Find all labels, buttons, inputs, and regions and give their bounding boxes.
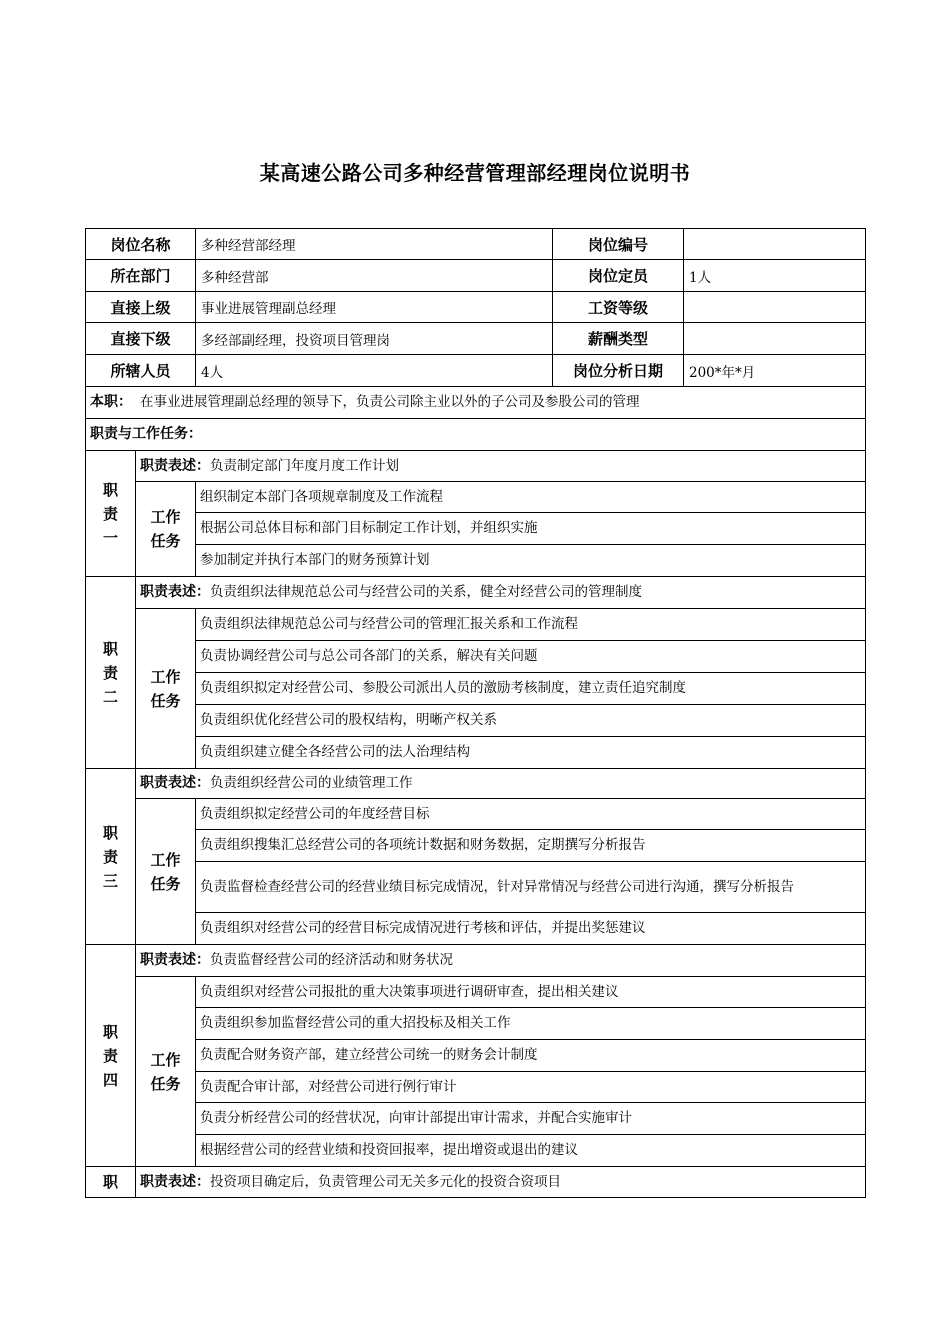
task-row bbox=[195, 1039, 866, 1072]
task-label-line: 工作 bbox=[150, 850, 181, 869]
field-label bbox=[552, 228, 684, 260]
field-label-text: 直接下级 bbox=[110, 330, 171, 348]
field-label-text: 薪酬类型 bbox=[587, 330, 648, 348]
task-label-line: 工作 bbox=[150, 1050, 181, 1069]
task-row bbox=[195, 1134, 866, 1167]
task-row bbox=[195, 704, 866, 737]
duty-name-char: 职 bbox=[102, 1173, 118, 1191]
task-text: 负责组织拟定对经营公司、参股公司派出人员的激励考核制度，建立责任追究制度 bbox=[200, 680, 686, 696]
field-value bbox=[195, 354, 553, 387]
task-label-line: 任务 bbox=[150, 691, 181, 710]
duty-name bbox=[85, 450, 136, 577]
task-text: 根据经营公司的经营业绩和投资回报率，提出增资或退出的建议 bbox=[200, 1142, 578, 1158]
field-value-text: 4人 bbox=[201, 364, 224, 381]
duty-name-char: 职 bbox=[102, 823, 118, 842]
task-text: 负责组织参加监督经营公司的重大招投标及相关工作 bbox=[200, 1015, 511, 1031]
task-text: 负责组织建立健全各经营公司的法人治理结构 bbox=[200, 744, 470, 760]
task-row bbox=[195, 1102, 866, 1135]
duty-name bbox=[85, 576, 136, 769]
task-row bbox=[195, 544, 866, 577]
field-value-text: 多种经营部 bbox=[201, 269, 269, 286]
task-text: 负责组织法律规范总公司与经营公司的管理汇报关系和工作流程 bbox=[200, 616, 578, 632]
field-label-text: 岗位定员 bbox=[587, 267, 648, 285]
field-value bbox=[195, 228, 553, 260]
task-text: 负责组织拟定经营公司的年度经营目标 bbox=[200, 805, 430, 822]
task-text: 负责分析经营公司的经营状况，向审计部提出审计需求，并配合实施审计 bbox=[200, 1110, 632, 1126]
statement-label: 职责表述： bbox=[140, 584, 210, 600]
task-row bbox=[195, 512, 866, 545]
field-label bbox=[85, 322, 196, 355]
field-value bbox=[683, 354, 866, 387]
task-text: 负责监督检查经营公司的经营业绩目标完成情况，针对异常情况与经营公司进行沟通，撰写分析报告 bbox=[200, 878, 794, 895]
task-label-line: 任务 bbox=[150, 532, 181, 550]
duty-name-char: 责 bbox=[102, 663, 118, 682]
field-label-text: 直接上级 bbox=[110, 298, 171, 317]
duty-row bbox=[85, 386, 866, 419]
field-label-text: 所在部门 bbox=[110, 267, 171, 285]
task-label-line: 工作 bbox=[150, 667, 181, 686]
duty-name bbox=[85, 1166, 136, 1198]
duty-name-char: 责 bbox=[102, 1046, 118, 1065]
task-label bbox=[135, 608, 196, 769]
task-row bbox=[195, 608, 866, 641]
field-label bbox=[552, 291, 684, 323]
task-row bbox=[195, 672, 866, 705]
field-label-text: 工资等级 bbox=[587, 298, 648, 317]
tasks-header-text: 职责与工作任务： bbox=[90, 426, 202, 442]
duty-name-char: 责 bbox=[102, 504, 118, 523]
field-value bbox=[195, 322, 553, 355]
task-text: 负责协调经营公司与总公司各部门的关系，解决有关问题 bbox=[200, 648, 538, 664]
field-value-text: 多经部副经理，投资项目管理岗 bbox=[201, 332, 390, 349]
duty-name-char: 三 bbox=[102, 871, 118, 890]
task-row bbox=[195, 736, 866, 769]
duty-text: 在事业进展管理副总经理的领导下，负责公司除主业以外的子公司及参股公司的管理 bbox=[140, 394, 640, 410]
field-value bbox=[683, 291, 866, 323]
task-label bbox=[135, 481, 196, 577]
task-row bbox=[195, 912, 866, 945]
task-label-line: 工作 bbox=[150, 508, 181, 526]
tasks-header bbox=[85, 418, 866, 451]
statement-label: 职责表述： bbox=[140, 775, 210, 791]
statement-label: 职责表述： bbox=[140, 952, 210, 968]
statement-text: 负责监督经营公司的经济活动和财务状况 bbox=[210, 952, 453, 968]
task-label bbox=[135, 976, 196, 1167]
field-value-text: 多种经营部经理 bbox=[201, 238, 296, 254]
statement-text: 负责制定部门年度月度工作计划 bbox=[210, 457, 399, 474]
task-text: 负责组织搜集汇总经营公司的各项统计数据和财务数据，定期撰写分析报告 bbox=[200, 837, 646, 853]
field-label bbox=[552, 354, 684, 387]
task-label bbox=[135, 798, 196, 945]
task-row bbox=[195, 798, 866, 830]
duty-statement bbox=[135, 768, 866, 799]
field-label bbox=[85, 228, 196, 260]
field-label bbox=[85, 354, 196, 387]
duty-name-char: 四 bbox=[102, 1070, 118, 1089]
field-value bbox=[683, 228, 866, 260]
field-value bbox=[683, 322, 866, 355]
task-label-line: 任务 bbox=[150, 1074, 181, 1093]
field-label-text: 岗位编号 bbox=[587, 235, 648, 254]
statement-label: 职责表述： bbox=[140, 457, 210, 474]
task-row bbox=[195, 976, 866, 1008]
page-title: 某高速公路公司多种经营管理部经理岗位说明书 bbox=[259, 161, 691, 185]
statement-text: 负责组织法律规范总公司与经营公司的关系，健全对经营公司的管理制度 bbox=[210, 584, 642, 600]
field-label-text: 岗位名称 bbox=[110, 235, 171, 254]
task-text: 组织制定本部门各项规章制度及工作流程 bbox=[200, 488, 443, 505]
duty-name bbox=[85, 944, 136, 1167]
task-row bbox=[195, 1071, 866, 1103]
task-label-line: 任务 bbox=[150, 874, 181, 893]
duty-statement bbox=[135, 1166, 866, 1198]
duty-statement bbox=[135, 450, 866, 482]
duty-name-char: 职 bbox=[102, 1022, 118, 1041]
field-label-text: 所辖人员 bbox=[110, 362, 171, 380]
task-row bbox=[195, 640, 866, 673]
field-value-text: 1人 bbox=[689, 269, 712, 286]
task-text: 负责组织优化经营公司的股权结构，明晰产权关系 bbox=[200, 712, 497, 728]
statement-text: 负责组织经营公司的业绩管理工作 bbox=[210, 775, 413, 791]
field-value bbox=[195, 259, 553, 292]
field-value-text: 200*年*月 bbox=[689, 364, 756, 381]
statement-text: 投资项目确定后，负责管理公司无关多元化的投资合资项目 bbox=[210, 1173, 561, 1190]
duty-label: 本职： bbox=[90, 394, 132, 410]
field-label bbox=[85, 291, 196, 323]
statement-label: 职责表述： bbox=[140, 1173, 210, 1190]
field-value bbox=[683, 259, 866, 292]
task-text: 负责组织对经营公司报批的重大决策事项进行调研审查，提出相关建议 bbox=[200, 983, 619, 1000]
field-value-text: 事业进展管理副总经理 bbox=[201, 301, 336, 317]
duty-name bbox=[85, 768, 136, 945]
duty-name-char: 职 bbox=[102, 480, 118, 499]
task-text: 负责组织对经营公司的经营目标完成情况进行考核和评估，并提出奖惩建议 bbox=[200, 920, 646, 936]
task-row bbox=[195, 861, 866, 913]
task-text: 根据公司总体目标和部门目标制定工作计划，并组织实施 bbox=[200, 520, 538, 536]
duty-name-char: 一 bbox=[102, 528, 118, 547]
field-label bbox=[552, 259, 684, 292]
duty-statement bbox=[135, 576, 866, 609]
field-value bbox=[195, 291, 553, 323]
task-text: 负责配合财务资产部，建立经营公司统一的财务会计制度 bbox=[200, 1047, 538, 1063]
task-row bbox=[195, 1007, 866, 1040]
field-label bbox=[552, 322, 684, 355]
field-label-text: 岗位分析日期 bbox=[572, 362, 663, 380]
duty-statement bbox=[135, 944, 866, 977]
duty-name-char: 责 bbox=[102, 847, 118, 866]
task-row bbox=[195, 829, 866, 862]
task-text: 参加制定并执行本部门的财务预算计划 bbox=[200, 552, 430, 568]
duty-name-char: 二 bbox=[102, 687, 118, 706]
duty-name-char: 职 bbox=[102, 639, 118, 658]
field-label bbox=[85, 259, 196, 292]
task-text: 负责配合审计部，对经营公司进行例行审计 bbox=[200, 1078, 457, 1095]
task-row bbox=[195, 481, 866, 513]
